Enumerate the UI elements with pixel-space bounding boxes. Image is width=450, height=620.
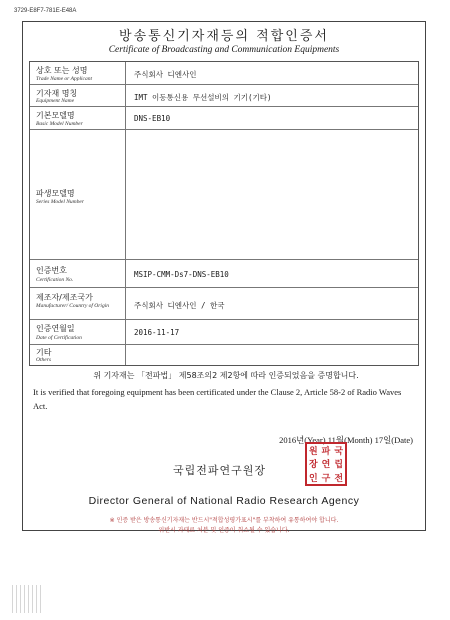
scan-artifact — [12, 585, 42, 613]
seal-glyph: 전 — [334, 473, 344, 484]
label-english: Equipment Name — [36, 98, 75, 104]
notice-line-2: 위반시 과태료 처분 및 인증이 취소될 수 있습니다. — [158, 527, 290, 534]
label-korean: 인증번호 — [36, 266, 67, 275]
row-manufacturer — [30, 288, 418, 320]
issuer-english: Director General of National Radio Research Agency — [88, 495, 360, 507]
document-id: 3729-E8F7-781E-E48A — [14, 8, 77, 14]
label-english: Basic Model Number — [36, 121, 83, 127]
equipment-name-value: IMT 이동통신용 무선설비의 기기(기타) — [134, 93, 272, 102]
label-korean: 제조자/제조국가 — [36, 293, 93, 302]
certification-no-value: MSIP-CMM-Ds7-DNS-EB10 — [134, 270, 229, 279]
row-certification-no — [30, 260, 418, 288]
label-korean: 상호 또는 성명 — [36, 66, 88, 75]
label-english: Manufacturer/ Country of Origin — [36, 303, 109, 309]
row-label-cell — [30, 320, 126, 344]
manufacturer-value: 주식회사 디엔사인 / 한국 — [134, 301, 225, 310]
seal-glyph: 장 — [308, 460, 318, 471]
basic-model-value: DNS-EB10 — [134, 114, 171, 123]
row-equipment-name — [30, 85, 418, 107]
row-label-cell — [30, 62, 126, 84]
certificate-table — [29, 61, 419, 366]
row-series-model — [30, 130, 418, 260]
certificate-frame — [22, 21, 426, 534]
seal-glyph: 인 — [308, 473, 318, 484]
seal-glyph: 연 — [321, 460, 331, 471]
label-korean: 기타 — [36, 348, 52, 357]
row-label-cell — [30, 288, 126, 319]
official-seal-stamp — [305, 442, 347, 486]
statement-english: It is verified that foregoing equipment has been certificated under the Clause 2, Article 58-2 of Radio Waves Act. — [33, 387, 402, 411]
label-korean: 파생모델명 — [36, 189, 75, 198]
label-korean: 기본모델명 — [36, 111, 75, 120]
notice-line-1: ※ 인증 받은 방송통신기자재는 반드시"적합성평가표시"를 부착하여 유통하여야 합니다. — [109, 517, 339, 524]
label-english: Series Model Number — [36, 199, 84, 205]
issue-date: 2016년(Year) 11월(Month) 17일(Date) — [279, 435, 413, 445]
seal-glyph: 국 — [334, 447, 344, 458]
seal-glyph: 원 — [308, 447, 318, 458]
label-korean: 인증연월일 — [36, 324, 75, 333]
label-english: Others — [36, 357, 51, 363]
applicant-value: 주식회사 디엔사인 — [134, 70, 197, 79]
issuer-korean: 국립전파연구원장 — [173, 464, 267, 477]
label-korean: 기자재 명칭 — [36, 89, 78, 98]
statement-korean: 위 기자재는 「전파법」 제58조의2 제2항에 따라 인증되었음을 증명합니다. — [93, 371, 359, 380]
row-label-cell — [30, 107, 126, 129]
seal-glyph: 파 — [321, 447, 331, 458]
label-english: Trade Name or Applicant — [36, 76, 92, 82]
row-basic-model — [30, 107, 418, 130]
row-label-cell — [30, 345, 126, 365]
row-others — [30, 345, 418, 365]
seal-glyph: 립 — [334, 460, 344, 471]
row-label-cell — [30, 85, 126, 106]
row-certification-date — [30, 320, 418, 345]
row-label-cell — [30, 260, 126, 287]
certificate-title-english: Certificate of Broadcasting and Communication Equipments — [108, 45, 340, 55]
row-applicant — [30, 62, 418, 85]
row-label-cell — [30, 130, 126, 259]
label-english: Date of Certification — [36, 335, 82, 341]
seal-glyph: 구 — [321, 473, 331, 484]
certification-date-value: 2016-11-17 — [134, 328, 180, 337]
label-english: Certification No. — [36, 277, 74, 283]
certificate-title-korean: 방송통신기자재등의 적합인증서 — [119, 29, 329, 44]
